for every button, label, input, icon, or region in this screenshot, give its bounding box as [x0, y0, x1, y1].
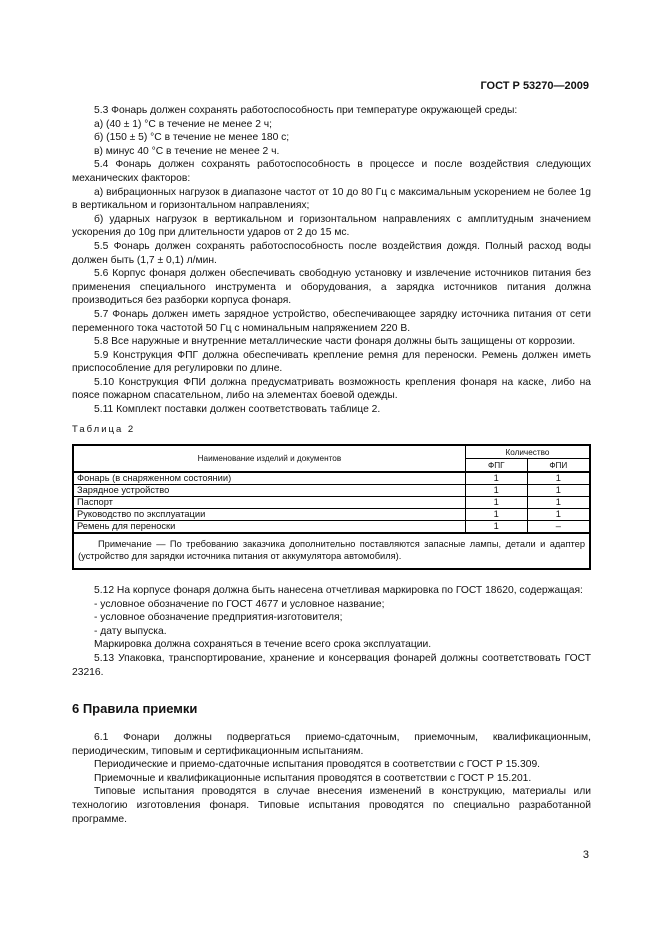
table-note: Примечание — По требованию заказчика дополнительно поставляются запасные лампы, детали и адаптер (устройство для зарядки источника питания от аккумулятора автомобиля).	[73, 533, 590, 569]
section-6-heading: 6 Правила приемки	[72, 701, 198, 716]
column-header-fpg: ФПГ	[465, 459, 527, 473]
paragraph: Периодические и приемо-сдаточные испытания проводятся в соответствии с ГОСТ Р 15.309.	[94, 759, 541, 771]
row-name: Руководство по эксплуатации	[73, 509, 465, 521]
row-name: Ремень для переноски	[73, 521, 465, 534]
paragraph: 5.6 Корпус фонаря должен обеспечивать свободную установку и извлечение источников питания без применения специального инструмента и оборудования, а зарядка источников питания должна производиться без разборки корпуса фонаря.	[72, 268, 591, 307]
table-row	[73, 497, 590, 509]
row-fpi: 1	[527, 509, 590, 521]
paragraph: 5.5 Фонарь должен сохранять работоспособность после воздействия дождя. Полный расход воды должен быть (1,7 ± 0,1) л/мин.	[72, 240, 591, 266]
paragraph: 5.4 Фонарь должен сохранять работоспособность в процессе и после воздействия следующих механических факторов:	[72, 159, 591, 184]
row-fpg: 1	[465, 497, 527, 509]
paragraph: 5.11 Комплект поставки должен соответствовать таблице 2.	[94, 404, 381, 416]
paragraph: 5.13 Упаковка, транспортирование, хранение и консервация фонарей должны соответствовать ГОСТ 23216.	[72, 652, 591, 678]
section-6-acceptance-rules	[72, 731, 591, 826]
paragraph: Маркировка должна сохраняться в течение всего срока эксплуатации.	[94, 639, 432, 651]
row-fpg: 1	[465, 472, 527, 485]
row-fpi: –	[527, 521, 590, 534]
table-row	[73, 509, 590, 521]
list-item: - условное обозначение по ГОСТ 4677 и условное название;	[94, 598, 385, 610]
paragraph: 5.10 Конструкция ФПИ должна предусматривать возможность крепления фонаря на каске, либо на поясе пожарном спасательном, либо на элементах боевой одежды.	[72, 376, 591, 402]
row-fpg: 1	[465, 485, 527, 497]
page-number: 3	[582, 849, 589, 861]
list-item: - дату выпуска.	[94, 625, 167, 637]
column-header-quantity: Количество	[465, 445, 590, 459]
delivery-set-table	[72, 444, 591, 570]
section-5-requirements	[72, 104, 591, 417]
row-fpi: 1	[527, 485, 590, 497]
column-header-fpi: ФПИ	[527, 459, 590, 473]
paragraph: 5.7 Фонарь должен иметь зарядное устройство, обеспечивающее зарядку источника питания от сети переменного тока частотой 50 Гц с номинальным напряжением 220 В.	[72, 308, 591, 334]
row-fpg: 1	[465, 521, 527, 534]
list-item: - условное обозначение предприятия-изготовителя;	[94, 612, 343, 624]
paragraph: 5.3 Фонарь должен сохранять работоспособность при температуре окружающей среды:	[94, 105, 518, 116]
row-fpg: 1	[465, 509, 527, 521]
list-item: в) минус 40 °С в течение не менее 2 ч.	[94, 145, 280, 157]
paragraph: 6.1 Фонари должны подвергаться приемо-сдаточным, приемочным, квалификационным, периодическим, типовым и сертификационным испытаниям.	[72, 732, 591, 757]
row-name: Фонарь (в снаряженном состоянии)	[73, 472, 465, 485]
paragraph: 5.12 На корпусе фонаря должна быть нанесена отчетливая маркировка по ГОСТ 18620, содержащая:	[94, 585, 583, 596]
row-fpi: 1	[527, 497, 590, 509]
table-row	[73, 521, 590, 534]
document-id-header: ГОСТ Р 53270—2009	[480, 80, 589, 92]
list-item: б) (150 ± 5) °С в течение не менее 180 с;	[94, 132, 290, 144]
list-item: б) ударных нагрузок в вертикальном и горизонтальном направлениях с амплитудным значением ускорения до 10g при длительности ударов от 2 до 15 мс.	[72, 213, 591, 239]
row-name: Зарядное устройство	[73, 485, 465, 497]
column-header-name: Наименование изделий и документов	[73, 445, 465, 472]
paragraph: Приемочные и квалификационные испытания проводятся в соответствии с ГОСТ Р 15.201.	[94, 772, 532, 784]
section-5-marking	[72, 584, 591, 679]
row-fpi: 1	[527, 472, 590, 485]
list-item: а) (40 ± 1) °С в течение не менее 2 ч;	[94, 118, 273, 130]
table-row	[73, 485, 590, 497]
list-item: а) вибрационных нагрузок в диапазоне частот от 10 до 80 Гц с максимальным ускорением не более 1g в вертикальном и горизонтальном направлениях;	[72, 186, 591, 212]
table-row	[73, 472, 590, 485]
paragraph: Типовые испытания проводятся в случае внесения изменений в конструкцию, материалы или технологию изготовления фонаря. Типовые испытания проводятся по специально разработанной программе.	[72, 786, 591, 825]
row-name: Паспорт	[73, 497, 465, 509]
paragraph: 5.9 Конструкция ФПГ должна обеспечивать крепление ремня для переноски. Ремень должен иметь приспособление для регулировки по длине.	[72, 349, 591, 375]
table-caption: Таблица 2	[72, 424, 136, 435]
paragraph: 5.8 Все наружные и внутренние металлические части фонаря должны быть защищены от коррозии.	[94, 336, 576, 348]
